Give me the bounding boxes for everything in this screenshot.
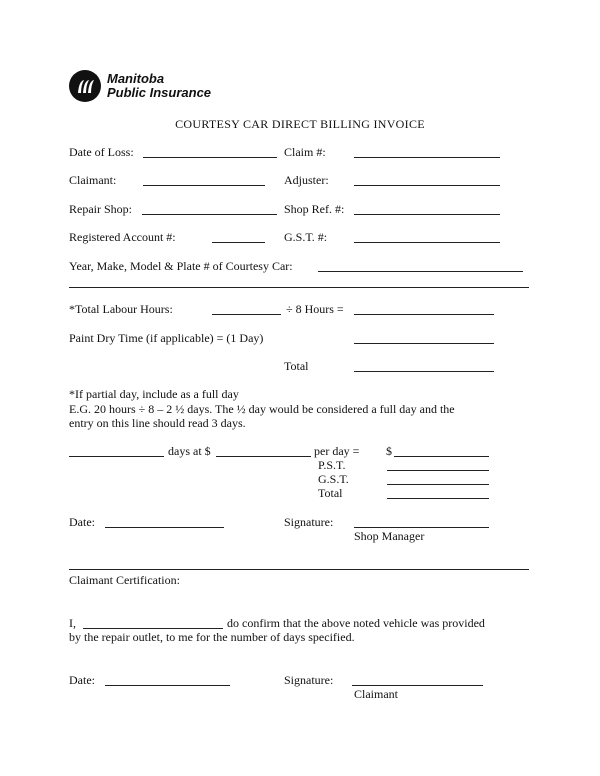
days-at-label: days at $ [168, 444, 211, 458]
section-divider-1 [69, 287, 529, 288]
calc-total-field[interactable] [387, 498, 489, 499]
logo-line-2: Public Insurance [107, 85, 212, 100]
shop-date-field[interactable] [105, 527, 224, 528]
certification-line-2: by the repair outlet, to me for the number of days specified. [69, 630, 355, 644]
claimant-signature-label: Signature: [284, 673, 334, 687]
paint-dry-field[interactable] [354, 343, 494, 344]
total-labour-hours-field[interactable] [212, 314, 281, 315]
note-line-3: entry on this line should read 3 days. [69, 416, 246, 430]
registered-account-field[interactable] [212, 242, 265, 243]
courtesy-car-field[interactable] [318, 271, 523, 272]
claimant-date-field[interactable] [105, 685, 230, 686]
claimant-role-label: Claimant [354, 687, 398, 701]
claimant-certification-heading: Claimant Certification: [69, 573, 180, 587]
section-divider-2 [69, 569, 529, 570]
gst-field[interactable] [387, 484, 489, 485]
divide-8-hours-label: ÷ 8 Hours = [286, 302, 344, 316]
certification-line-1: do confirm that the above noted vehicle was provided [227, 616, 485, 630]
claim-no-field[interactable] [354, 157, 500, 158]
repair-shop-label: Repair Shop: [69, 202, 132, 216]
note-line-1: *If partial day, include as a full day [69, 387, 239, 401]
labour-days-field[interactable] [354, 314, 494, 315]
claimant-label: Claimant: [69, 173, 117, 187]
certification-i: I, [69, 616, 76, 630]
dollar-sign: $ [386, 444, 392, 458]
claim-no-label: Claim #: [284, 145, 326, 159]
shop-date-label: Date: [69, 515, 95, 529]
shop-signature-field[interactable] [354, 527, 489, 528]
date-of-loss-label: Date of Loss: [69, 145, 134, 159]
mpi-logo-icon [69, 70, 101, 102]
gst-no-label: G.S.T. #: [284, 230, 328, 244]
note-line-2: E.G. 20 hours ÷ 8 – 2 ½ days. The ½ day would be considered a full day and the [69, 402, 455, 416]
pst-label: P.S.T. [318, 458, 346, 472]
rate-field[interactable] [216, 456, 311, 457]
subtotal-field[interactable] [394, 456, 489, 457]
pst-field[interactable] [387, 470, 489, 471]
shop-signature-label: Signature: [284, 515, 334, 529]
logo-line-1: Manitoba [107, 71, 165, 86]
days-field[interactable] [69, 456, 164, 457]
shop-manager-label: Shop Manager [354, 529, 425, 543]
date-of-loss-field[interactable] [143, 157, 277, 158]
calc-total-label: Total [318, 486, 343, 500]
page-title: COURTESY CAR DIRECT BILLING INVOICE [175, 117, 425, 131]
claimant-name-field[interactable] [83, 628, 223, 629]
adjuster-label: Adjuster: [284, 173, 329, 187]
claimant-signature-field[interactable] [352, 685, 483, 686]
claimant-date-label: Date: [69, 673, 95, 687]
total-labour-hours-label: *Total Labour Hours: [69, 302, 173, 316]
gst-no-field[interactable] [354, 242, 500, 243]
labour-total-field[interactable] [354, 371, 494, 372]
paint-dry-label: Paint Dry Time (if applicable) = (1 Day) [69, 331, 264, 345]
registered-account-label: Registered Account #: [69, 230, 176, 244]
repair-shop-field[interactable] [142, 214, 277, 215]
claimant-field[interactable] [143, 185, 265, 186]
gst-label: G.S.T. [318, 472, 349, 486]
courtesy-car-label: Year, Make, Model & Plate # of Courtesy Car: [69, 259, 293, 273]
adjuster-field[interactable] [354, 185, 500, 186]
per-day-label: per day = [314, 444, 360, 458]
labour-total-label: Total [284, 359, 309, 373]
shop-ref-field[interactable] [354, 214, 500, 215]
shop-ref-label: Shop Ref. #: [284, 202, 345, 216]
